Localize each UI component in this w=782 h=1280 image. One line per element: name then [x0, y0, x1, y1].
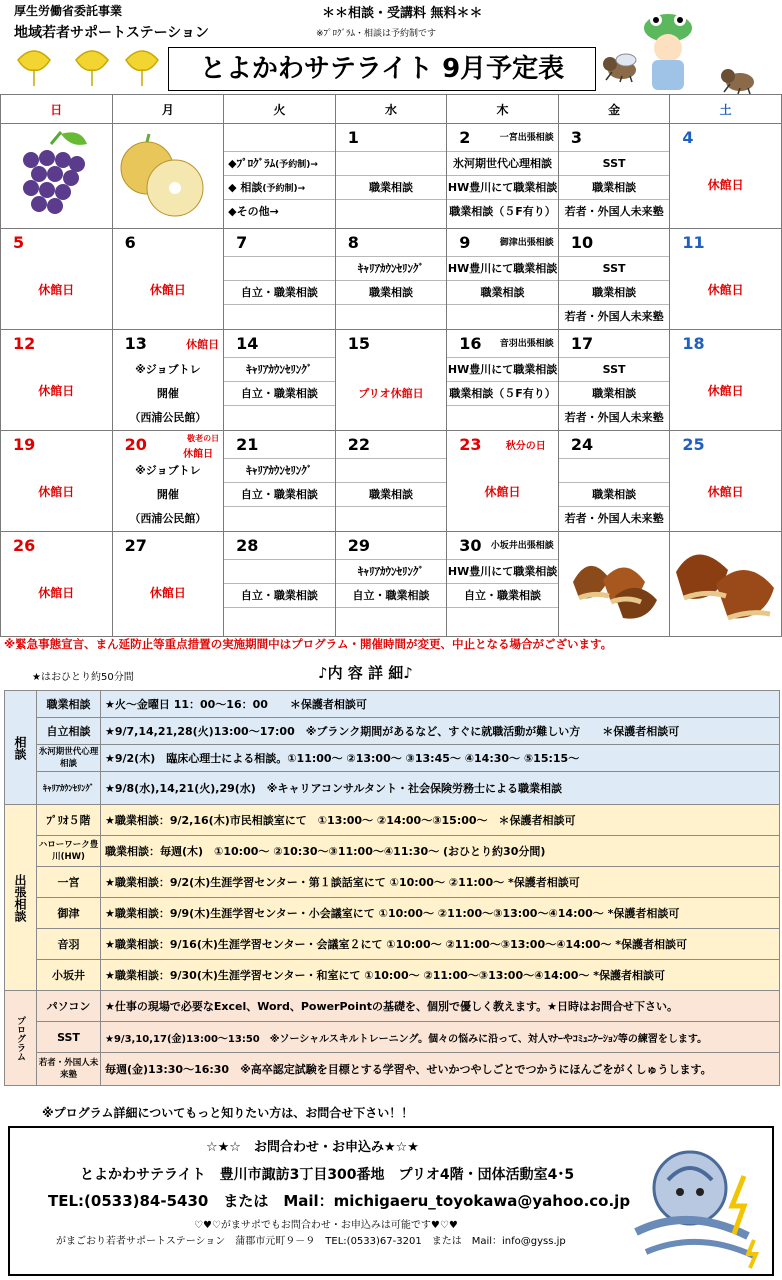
- more-info-note: ※プログラム詳細についてもっと知りたい方は、お問合せ下さい！！: [42, 1106, 414, 1120]
- day-number: 22: [347, 435, 370, 454]
- day-cell: [558, 229, 670, 330]
- schedule-slot: 自立・職業相談: [336, 583, 447, 608]
- schedule-slot: [224, 506, 335, 531]
- day-cell: [224, 330, 336, 431]
- weekday-tue: 火: [224, 95, 336, 124]
- day-number: 20: [124, 435, 147, 454]
- closed-label: 休館日: [149, 586, 186, 600]
- closed-label: 休館日: [38, 283, 75, 297]
- schedule-slot: [336, 458, 447, 483]
- day-number: 13: [124, 334, 147, 353]
- grapes-icon: [1, 124, 101, 224]
- day-number: 28: [236, 536, 259, 555]
- day-number: 17: [570, 334, 594, 353]
- ministry-label: 厚生労働省委託事業: [14, 4, 123, 18]
- schedule-slot: [336, 304, 447, 329]
- day-cell: [447, 124, 559, 229]
- detail-heading: ♪内 容 詳 細♪: [318, 664, 413, 682]
- contact-address: とよかわサテライト 豊川市諏訪3丁目300番地 プリオ4階・団体活動室4･5: [80, 1167, 575, 1183]
- detail-label: パソコン: [37, 991, 101, 1022]
- detail-text: ★職業相談：9/9(木)生涯学習センター・小会議室にて ①10:00～ ②11:00～③13:00～④14:00～ *保護者相談可: [101, 898, 780, 929]
- schedule-slot: SST: [559, 151, 670, 176]
- day-cell: [558, 124, 670, 229]
- day-cell: [224, 532, 336, 637]
- page-title: とよかわサテライト 9月予定表: [168, 47, 596, 91]
- category-program: プログラム: [5, 991, 37, 1086]
- day-cell-legend: [224, 124, 336, 229]
- day-cell: [447, 330, 559, 431]
- weekday-header-row: [1, 95, 782, 124]
- day-number: 18: [682, 334, 705, 353]
- schedule-slot: HW豊川にて職業相談: [447, 175, 558, 200]
- detail-row: [5, 772, 780, 805]
- schedule-slot: ｷｬﾘｱｶｳﾝｾﾘﾝｸﾞ: [336, 559, 447, 584]
- detail-text: 職業相談：毎週(木) ①10:00～ ②10:30～③11:00～④11:30～ (おひとり約30分間): [101, 836, 780, 867]
- schedule-slot: 自立・職業相談: [447, 583, 558, 608]
- schedule-slot: [224, 559, 335, 584]
- detail-text: ★火～金曜日 11：00～16：00 ＊保護者相談可: [101, 691, 780, 718]
- detail-row: [5, 805, 780, 836]
- day-number: 5: [13, 233, 25, 252]
- schedule-slot: 若者・外国人未来塾: [559, 405, 670, 430]
- free-notice: ＊＊相談・受講料 無料＊＊: [322, 6, 483, 21]
- detail-row: [5, 991, 780, 1022]
- calendar-week: [1, 532, 782, 637]
- day-number: 8: [347, 233, 359, 252]
- schedule-slot: 職業相談: [336, 175, 447, 200]
- legend-consult: [224, 175, 335, 200]
- closed-tag: 休館日: [183, 449, 214, 460]
- cricket-icon: [716, 58, 760, 98]
- detail-label: 氷河期世代心理相談: [37, 745, 101, 772]
- day-cell: [670, 431, 782, 532]
- day-cell: [335, 124, 447, 229]
- legend-consult-label: ◆ 相談: [228, 181, 263, 194]
- day-cell: [1, 431, 113, 532]
- schedule-slot: [336, 357, 447, 382]
- day-number: 1: [347, 128, 359, 147]
- day-number: 3: [570, 128, 582, 147]
- session-length-note: ★はおひとり約50分間: [32, 672, 134, 683]
- day-cell: [224, 431, 336, 532]
- calendar-week: [1, 431, 782, 532]
- detail-text: ★9/3,10,17(金)13:00～13:50 ※ソーシャルスキルトレーニング。個々の悩みに沿って、対人ﾏﾅｰやｺﾐｭﾆｹｰｼｮﾝ等の練習をします。: [101, 1022, 780, 1053]
- day-cell: [1, 532, 113, 637]
- contact-heading: ☆★☆ お問合わせ・お申込み★☆★: [206, 1140, 419, 1155]
- day-number: 15: [347, 334, 370, 353]
- detail-row: [5, 898, 780, 929]
- schedule-slot: [447, 304, 558, 329]
- day-number: 27: [124, 536, 147, 555]
- detail-label: 音羽: [37, 929, 101, 960]
- day-cell: [335, 330, 447, 431]
- day-cell: [112, 330, 224, 431]
- day-number: 25: [682, 435, 705, 454]
- schedule-slot: ※ジョブトレ: [135, 464, 201, 477]
- contact-gamagori[interactable]: がまごおり若者サポートステーション 蒲郡市元町９－９ TEL:(0533)67-3201 または Mail：info@gyss.jp: [56, 1236, 566, 1247]
- schedule-slot: 職業相談（５F有り）: [447, 381, 558, 406]
- wind-mascot-icon: [628, 1136, 768, 1271]
- day-number: 6: [124, 233, 136, 252]
- ginkgo-leaf-icon: [122, 46, 162, 90]
- day-number: 26: [13, 536, 36, 555]
- schedule-slot: [224, 256, 335, 281]
- legend-consult-sub: (予約制)→: [262, 184, 306, 194]
- schedule-slot: [447, 607, 558, 632]
- detail-label: 小坂井: [37, 960, 101, 991]
- detail-row: [5, 691, 780, 718]
- day-cell: [670, 330, 782, 431]
- chestnut-illustration-cell: [670, 532, 782, 637]
- schedule-slot: ｷｬﾘｱｶｳﾝｾﾘﾝｸﾞ: [336, 256, 447, 281]
- weekday-sun: 日: [1, 95, 113, 124]
- schedule-slot: [447, 405, 558, 430]
- closed-tag: 休館日: [186, 338, 220, 351]
- cricket-icon: [598, 46, 642, 86]
- day-cell: [447, 431, 559, 532]
- frog-mascot-icon: [638, 10, 698, 94]
- station-label: 地域若者サポートステーション: [14, 25, 210, 41]
- day-cell: [558, 431, 670, 532]
- schedule-slot: [336, 607, 447, 632]
- day-number: 29: [347, 536, 370, 555]
- detail-label: ハローワーク豊川(HW): [37, 836, 101, 867]
- detail-label: ｷｬﾘｱｶｳﾝｾﾘﾝｸﾞ: [37, 772, 101, 805]
- calendar-table: [0, 94, 782, 637]
- legend-program-sub: (予約制)→: [275, 160, 318, 170]
- closed-label: 休館日: [149, 283, 186, 297]
- day-cell: [224, 229, 336, 330]
- outreach-tag: 御津出張相談: [499, 238, 554, 248]
- grapes-illustration-cell: [1, 124, 113, 229]
- detail-text: ★職業相談：9/16(木)生涯学習センター・会議室２にて ①10:00～ ②11:00～③13:00～④14:00～ *保護者相談可: [101, 929, 780, 960]
- detail-text: ★9/8(水),14,21(火),29(水) ※キャリアコンサルタント・社会保険労務士による職業相談: [101, 772, 780, 805]
- day-cell: [335, 431, 447, 532]
- schedule-slot: [224, 607, 335, 632]
- day-number: 14: [236, 334, 259, 353]
- detail-row: [5, 1022, 780, 1053]
- detail-row: [5, 836, 780, 867]
- chestnut-icon: [559, 532, 669, 632]
- day-cell: [447, 229, 559, 330]
- schedule-slot: [559, 458, 670, 483]
- detail-row: [5, 867, 780, 898]
- schedule-slot: 職業相談: [336, 482, 447, 507]
- day-cell: [112, 431, 224, 532]
- day-cell: [670, 124, 782, 229]
- closed-label: 休館日: [38, 586, 75, 600]
- detail-text: 毎週(金)13:30～16:30 ※高卒認定試験を目標とする学習や、せいかつやしごとでつかうにほんごをがくしゅうします。: [101, 1053, 780, 1086]
- schedule-slot: 職業相談: [336, 280, 447, 305]
- day-cell: [447, 532, 559, 637]
- outreach-tag: 小坂井出張相談: [490, 541, 554, 551]
- closed-label: 休館日: [38, 485, 75, 499]
- schedule-slot: HW豊川にて職業相談: [447, 559, 558, 584]
- day-cell: [1, 330, 113, 431]
- schedule-slot: 開催: [156, 488, 179, 501]
- legend-program: [224, 151, 335, 176]
- schedule-slot: 職業相談: [559, 280, 670, 305]
- contact-tel-mail[interactable]: TEL:(0533)84-5430 または Mail：michigaeru_toyokawa@yahoo.co.jp: [48, 1192, 631, 1210]
- day-number: 12: [13, 334, 36, 353]
- day-cell: [335, 229, 447, 330]
- schedule-slot: （西浦公民館）: [129, 411, 207, 424]
- detail-text: ★職業相談：9/2,16(木)市民相談室にて ①13:00～ ②14:00～③15:00～ ＊保護者相談可: [101, 805, 780, 836]
- day-number: 2: [459, 128, 471, 147]
- closed-label: 休館日: [484, 485, 521, 499]
- detail-label: 御津: [37, 898, 101, 929]
- schedule-slot: 開催: [156, 387, 179, 400]
- outreach-tag: 一宮出張相談: [499, 133, 554, 143]
- schedule-slot: 職業相談: [559, 381, 670, 406]
- schedule-slot: （西浦公民館）: [129, 512, 207, 525]
- day-number: 16: [459, 334, 482, 353]
- schedule-slot: ｷｬﾘｱｶｳﾝｾﾘﾝｸﾞ: [224, 458, 335, 483]
- detail-text: ★職業相談：9/30(木)生涯学習センター・和室にて ①10:00～ ②11:00～③13:00～④14:00～ *保護者相談可: [101, 960, 780, 991]
- schedule-slot: HW豊川にて職業相談: [447, 256, 558, 281]
- schedule-slot: 氷河期世代心理相談: [447, 151, 558, 176]
- calendar-week: [1, 124, 782, 229]
- detail-text: ★職業相談：9/2(木)生涯学習センター・第１談話室にて ①10:00～ ②11:00～ *保護者相談可: [101, 867, 780, 898]
- day-number: 9: [459, 233, 471, 252]
- detail-row: [5, 745, 780, 772]
- day-cell: [1, 229, 113, 330]
- schedule-slot: 自立・職業相談: [224, 381, 335, 406]
- category-consult: 相談: [5, 691, 37, 805]
- schedule-slot: 若者・外国人未来塾: [559, 506, 670, 531]
- closed-label: 休館日: [707, 384, 744, 398]
- day-number: 4: [682, 128, 694, 147]
- detail-text: ★仕事の現場で必要なExcel、Word、PowerPointの基礎を、個別で優しく教えます。★日時はお問合せ下さい。: [101, 991, 780, 1022]
- schedule-slot: 自立・職業相談: [224, 280, 335, 305]
- legend-other: ◆その他→: [224, 199, 335, 224]
- day-cell: [670, 229, 782, 330]
- outreach-tag: 音羽出張相談: [499, 339, 554, 349]
- day-number: 19: [13, 435, 36, 454]
- detail-label: 一宮: [37, 867, 101, 898]
- schedule-slot: 若者・外国人未来塾: [559, 199, 670, 224]
- schedule-slot: [224, 405, 335, 430]
- schedule-slot: [336, 506, 447, 531]
- day-number: 24: [570, 435, 594, 454]
- day-cell: [112, 229, 224, 330]
- day-cell: [112, 532, 224, 637]
- detail-label: ﾌﾟﾘｵ５階: [37, 805, 101, 836]
- schedule-slot: SST: [559, 256, 670, 281]
- closed-label: 休館日: [707, 178, 744, 192]
- pear-illustration-cell: [112, 124, 224, 229]
- chestnut-icon: [670, 532, 780, 632]
- contact-box: [8, 1126, 774, 1276]
- weekday-thu: 木: [447, 95, 559, 124]
- day-number: 21: [236, 435, 259, 454]
- detail-label: 若者・外国人未来塾: [37, 1053, 101, 1086]
- weekday-fri: 金: [558, 95, 670, 124]
- category-outreach: 出張相談: [5, 805, 37, 991]
- schedule-slot: プリオ休館日: [358, 387, 424, 400]
- holiday-tag: 敬老の日: [187, 434, 220, 443]
- day-number: 11: [682, 233, 705, 252]
- contact-alt-note: ♡♥♡がまサポでもお問合わせ・お申込みは可能です♥♡♥: [194, 1220, 458, 1231]
- detail-row: [5, 1053, 780, 1086]
- legend-program-label: ◆ﾌﾟﾛｸﾞﾗﾑ: [228, 157, 276, 170]
- reservation-notice: ※ﾌﾟﾛｸﾞﾗﾑ・相談は予約制です: [316, 29, 437, 39]
- holiday-tag: 秋分の日: [505, 441, 546, 452]
- closed-label: 休館日: [38, 384, 75, 398]
- detail-text: ★9/7,14,21,28(火)13:00～17:00 ※ブランク期間があるなど、すぐに就職活動が難しい方 ＊保護者相談可: [101, 718, 780, 745]
- schedule-slot: 職業相談: [559, 482, 670, 507]
- schedule-slot: ｷｬﾘｱｶｳﾝｾﾘﾝｸﾞ: [224, 357, 335, 382]
- schedule-slot: [224, 304, 335, 329]
- schedule-slot: 職業相談（５F有り）: [447, 199, 558, 224]
- schedule-slot: SST: [559, 357, 670, 382]
- weekday-sat: 土: [670, 95, 782, 124]
- day-cell: [558, 330, 670, 431]
- schedule-slot: ※ジョブトレ: [135, 363, 201, 376]
- detail-label: 職業相談: [37, 691, 101, 718]
- schedule-slot: [336, 151, 447, 176]
- schedule-slot: 自立・職業相談: [224, 583, 335, 608]
- schedule-slot: 自立・職業相談: [224, 482, 335, 507]
- schedule-slot: 職業相談: [559, 175, 670, 200]
- ginkgo-leaf-icon: [14, 46, 54, 90]
- ginkgo-leaf-icon: [72, 46, 112, 90]
- detail-text: ★9/2(木) 臨床心理士による相談。①11:00～ ②13:00～ ③13:45～ ④14:30～ ⑤15:15～: [101, 745, 780, 772]
- closed-label: 休館日: [707, 485, 744, 499]
- calendar-week: [1, 229, 782, 330]
- closed-label: 休館日: [707, 283, 744, 297]
- detail-row: [5, 960, 780, 991]
- emergency-notice: ※緊急事態宣言、まん延防止等重点措置の実施期間中はプログラム・開催時間が変更、中止となる場合がございます。: [4, 637, 613, 651]
- weekday-wed: 水: [335, 95, 447, 124]
- detail-row: [5, 929, 780, 960]
- calendar-week: [1, 330, 782, 431]
- schedule-slot: 若者・外国人未来塾: [559, 304, 670, 329]
- detail-table: [4, 690, 780, 1086]
- day-number: 30: [459, 536, 482, 555]
- pear-icon: [113, 124, 213, 224]
- detail-label: 自立相談: [37, 718, 101, 745]
- day-number: 10: [570, 233, 594, 252]
- schedule-slot: HW豊川にて職業相談: [447, 357, 558, 382]
- day-number: 7: [236, 233, 248, 252]
- weekday-mon: 月: [112, 95, 224, 124]
- schedule-slot: [336, 199, 447, 224]
- schedule-slot: 職業相談: [447, 280, 558, 305]
- chestnut-illustration-cell: [558, 532, 670, 637]
- detail-label: SST: [37, 1022, 101, 1053]
- day-cell: [335, 532, 447, 637]
- day-number: 23: [459, 435, 482, 454]
- detail-row: [5, 718, 780, 745]
